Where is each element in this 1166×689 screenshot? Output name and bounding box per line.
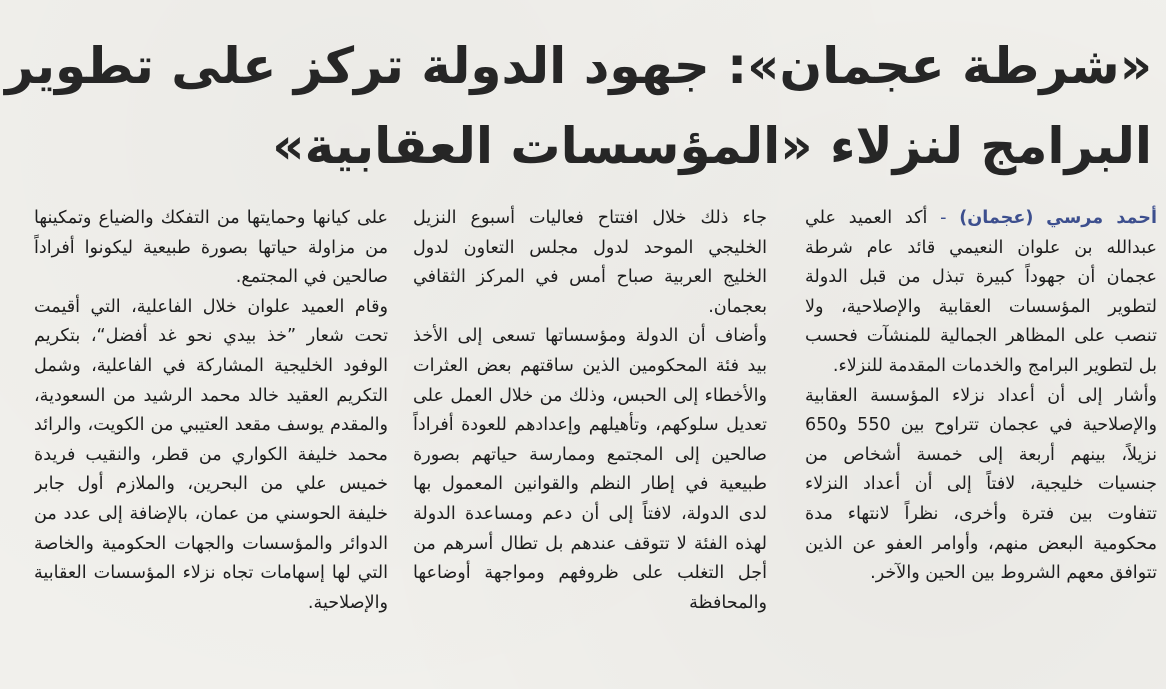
paragraph: وأشار إلى أن أعداد نزلاء المؤسسة العقابية والإصلاحية في عجمان تتراوح بين 550 و650 نزيلاً، بينهم أربعة إلى خمسة أشخاص من جنسيات خليجية، لافتاً إلى أن أعداد النزلاء تتفاوت بين فترة وأخرى، نظراً لانتهاء مدة محكومية البعض منهم، وأوامر العفو عن الذين تتوافق معهم الشروط بين الحين والآخر. (805, 385, 1157, 584)
paragraph (805, 204, 1157, 382)
article-column-right (805, 204, 1157, 684)
byline-separator: - (940, 208, 947, 228)
byline-location: (عجمان) (959, 208, 1034, 228)
paragraph: جاء ذلك خلال افتتاح فعاليات أسبوع النزيل الخليجي الموحد لدول مجلس التعاون لدول الخليج العربية صباح أمس في المركز الثقافي بعجمان. (413, 208, 767, 317)
article-column-middle (413, 204, 767, 684)
paragraph: وقام العميد علوان خلال الفاعلية، التي أقيمت تحت شعار ”خذ بيدي نحو غد أفضل“، بتكريم الوفود الخليجية المشاركة في الفاعلية، وشمل التكريم العقيد خالد محمد الرشيد من السعودية، والمقدم يوسف مقعد العتيبي من الكويت، والرائد محمد خليفة الكواري من قطر، والنقيب فريدة خميس علي من البحرين، والملازم أول جابر خليفة الحوسني من عمان، بالإضافة إلى عدد من الدوائر والمؤسسات والجهات الحكومية والخاصة التي لها إسهامات تجاه نزلاء المؤسسات العقابية والإصلاحية. (34, 296, 388, 613)
byline-author: أحمد مرسي (1046, 208, 1157, 228)
paragraph: على كيانها وحمايتها من التفكك والضياع وتمكينها من مزاولة حياتها بصورة طبيعية ليكونوا أفراداً صالحين في المجتمع. (34, 208, 388, 288)
headline-line-1: «شرطة عجمان»: جهود الدولة تركز على تطوير (5, 37, 1152, 95)
paragraph-text: أكد العميد علي عبدالله بن علوان النعيمي قائد عام شرطة عجمان أن جهوداً كبيرة تبذل من قبل الدولة لتطوير المؤسسات العقابية والإصلاحية، ولا تنصب على المظاهر الجمالية للمنشآت فحسب بل لتطوير البرامج والخدمات المقدمة للنزلاء. (805, 208, 1157, 376)
article-column-left (34, 204, 388, 684)
headline-line-2: البرامج لنزلاء «المؤسسات العقابية» (272, 117, 1152, 175)
paragraph: وأضاف أن الدولة ومؤسساتها تسعى إلى الأخذ بيد فئة المحكومين الذين ساقتهم بعض العثرات والأخطاء إلى الحبس، وذلك من خلال العمل على تعديل سلوكهم، وتأهيلهم وإعدادهم للعودة أفراداً صالحين إلى المجتمع وممارسة حياتهم بصورة طبيعية في إطار النظم والقوانين المعمول بها لدى الدولة، لافتاً إلى أن دعم ومساعدة الدولة لهذه الفئة لا تتوقف عندهم بل تطال أسرهم من أجل التغلب على ظروفهم ومواجهة أوضاعها والمحافظة (413, 326, 767, 613)
